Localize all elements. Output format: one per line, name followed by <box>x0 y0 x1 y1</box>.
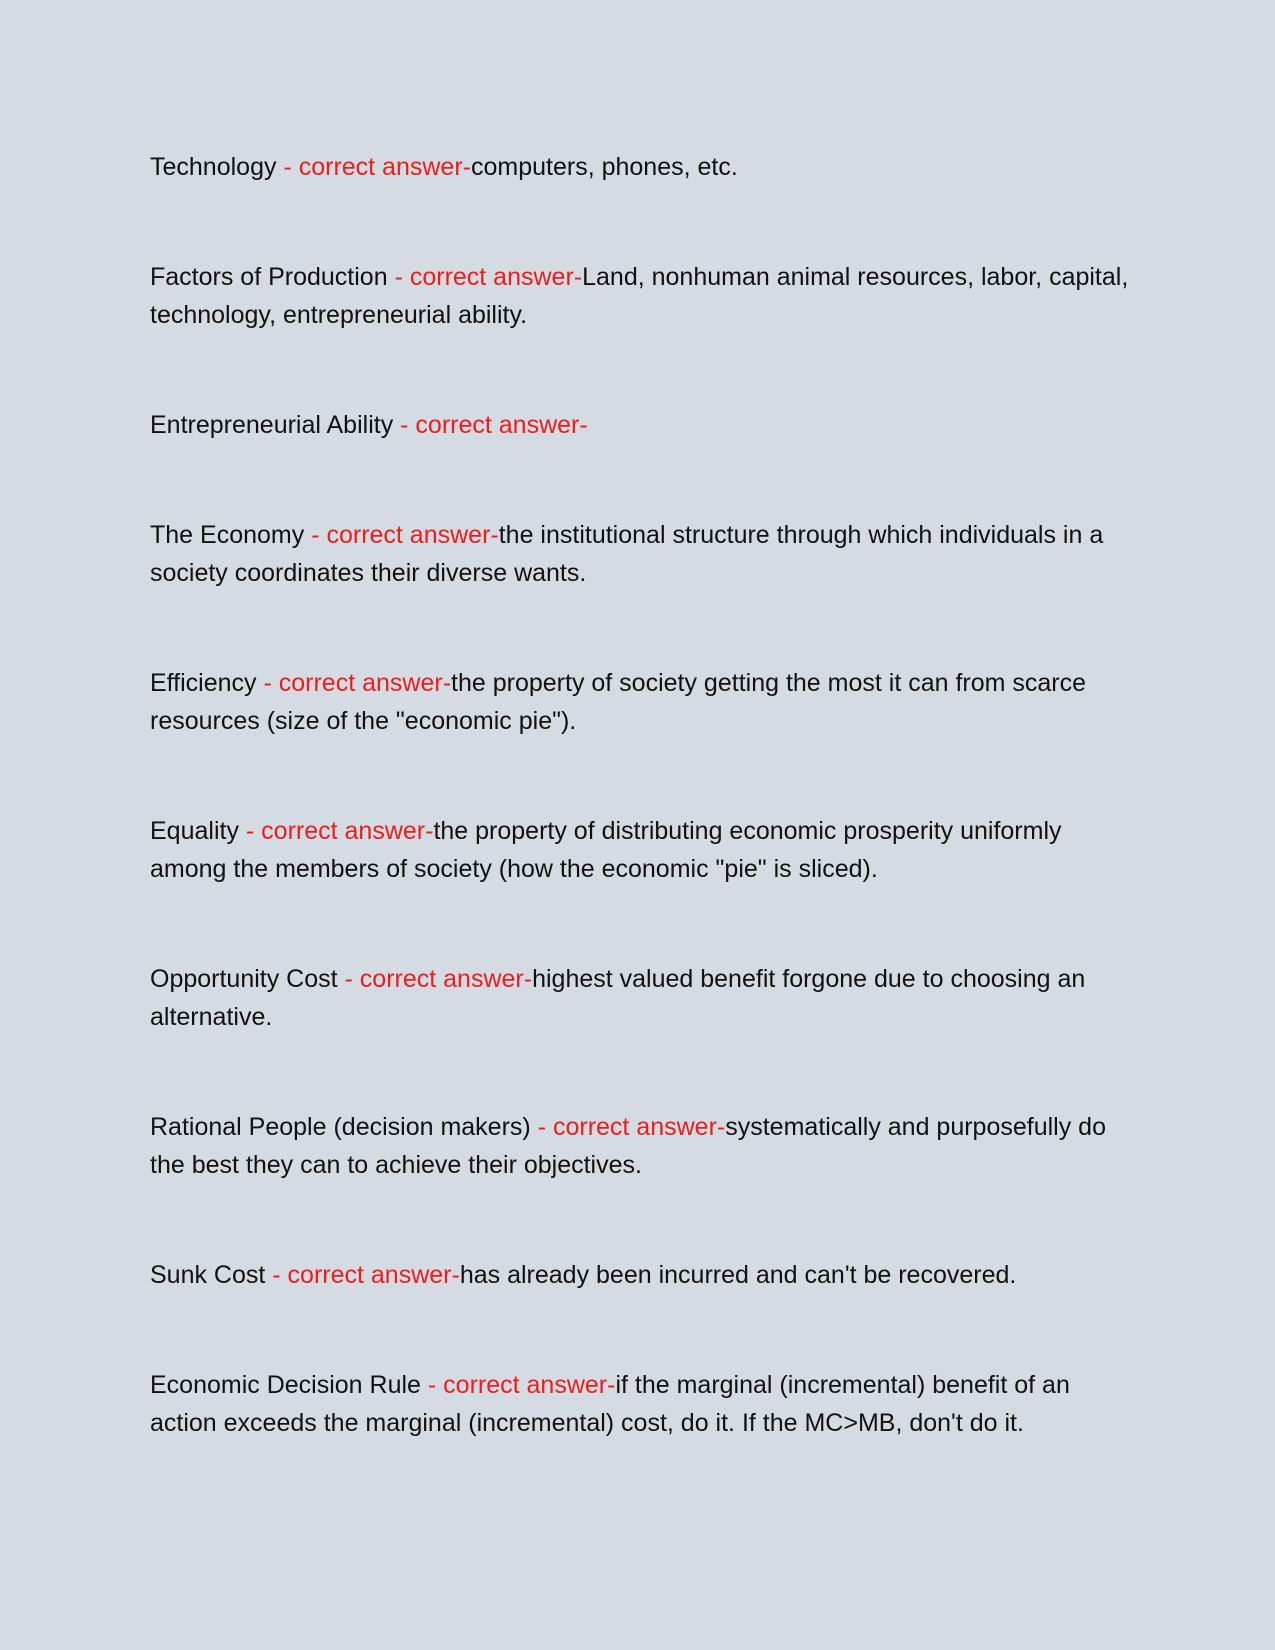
term: Technology <box>150 153 284 181</box>
definition: systematically and purposefully do the best they can to achieve their objectives. <box>150 1113 1106 1179</box>
definition: has already been incurred and can't be recovered. <box>459 1261 1017 1289</box>
term: Rational People (decision makers) <box>150 1113 538 1141</box>
flashcard-list <box>150 148 1135 1514</box>
term: Efficiency <box>150 669 264 697</box>
definition: computers, phones, etc. <box>470 153 738 181</box>
answer-separator: - correct answer- <box>394 263 583 291</box>
definition: the property of society getting the most it can from scarce resources (size of the "economic pie"). <box>150 669 1087 735</box>
definition: the property of distributing economic prosperity uniformly among the members of society (how the economic "pie" is sliced). <box>150 817 1062 883</box>
term: Factors of Production <box>150 263 395 291</box>
term: Entrepreneurial Ability <box>150 411 401 439</box>
answer-separator: - correct answer- <box>400 411 588 439</box>
definition: if the marginal (incremental) benefit of an action exceeds the marginal (incremental) cost, do it. If the MC>MB, don't do it. <box>150 1371 1070 1437</box>
definition: the institutional structure through which individuals in a society coordinates their diverse wants. <box>150 521 1104 587</box>
term: Economic Decision Rule <box>150 1371 428 1399</box>
term: Opportunity Cost <box>150 965 345 993</box>
flashcard-entry-entrepreneurial-ability <box>150 406 1135 444</box>
definition: Land, nonhuman animal resources, labor, capital, technology, entrepreneurial ability. <box>150 263 1129 329</box>
flashcard-entry-opportunity-cost <box>150 960 1135 1036</box>
flashcard-entry-sunk-cost <box>150 1256 1135 1294</box>
definition: highest valued benefit forgone due to choosing an alternative. <box>150 965 1086 1031</box>
flashcard-entry-factors-of-production <box>150 258 1135 334</box>
answer-separator: - correct answer- <box>283 153 471 181</box>
flashcard-entry-rational-people <box>150 1108 1135 1184</box>
flashcard-entry-equality <box>150 812 1135 888</box>
term: Sunk Cost <box>150 1261 273 1289</box>
answer-separator: - correct answer- <box>537 1113 726 1141</box>
flashcard-entry-the-economy <box>150 516 1135 592</box>
flashcard-entry-economic-decision-rule <box>150 1366 1135 1442</box>
answer-separator: - correct answer- <box>427 1371 616 1399</box>
flashcard-entry-technology <box>150 148 1135 186</box>
term: The Economy <box>150 521 312 549</box>
answer-separator: - correct answer- <box>263 669 452 697</box>
answer-separator: - correct answer- <box>245 817 434 845</box>
flashcard-entry-efficiency <box>150 664 1135 740</box>
answer-separator: - correct answer- <box>311 521 499 549</box>
term: Equality <box>150 817 246 845</box>
answer-separator: - correct answer- <box>272 1261 460 1289</box>
answer-separator: - correct answer- <box>344 965 533 993</box>
